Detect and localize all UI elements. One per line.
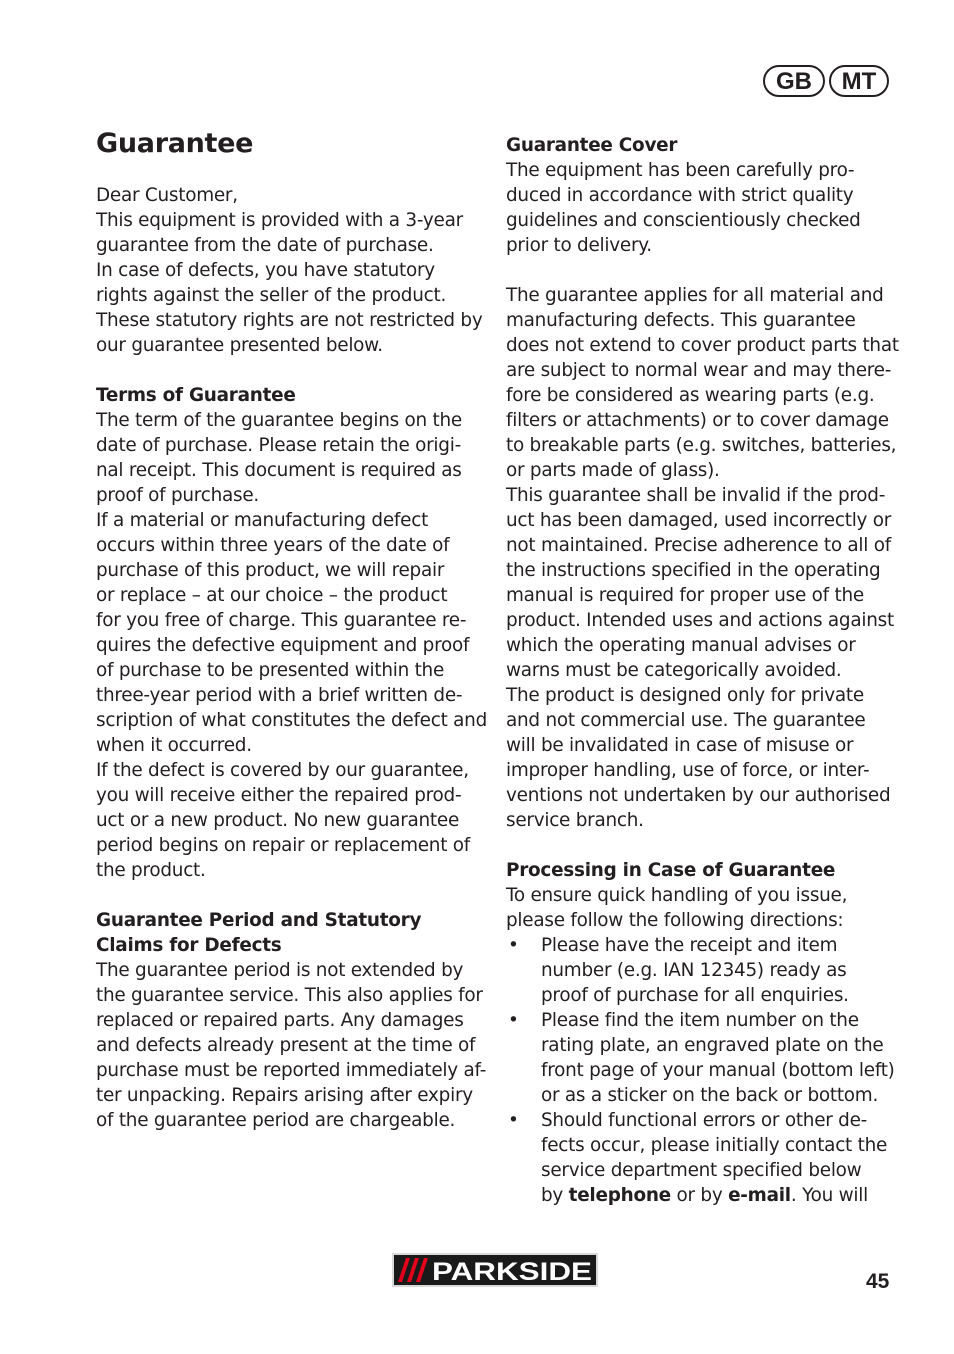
cover-paragraph-2 <box>506 283 899 833</box>
text-line: uct or a new product. No new guarantee <box>96 810 460 831</box>
text-line: or as a sticker on the back or bottom. <box>541 1085 879 1106</box>
text-line: our guarantee presented below. <box>96 335 383 356</box>
text-line: the guarantee service. This also applies for <box>96 985 483 1006</box>
text-line: to breakable parts (e.g. switches, batteries, <box>506 435 897 456</box>
text-line: and defects already present at the time of <box>96 1035 476 1056</box>
text-line: purchase must be reported immediately af- <box>96 1060 487 1081</box>
text-line: • Please have the receipt and item <box>541 935 838 956</box>
text-span: by <box>541 1185 569 1206</box>
text-line: period begins on repair or replacement of <box>96 835 470 856</box>
text-line: The term of the guarantee begins on the <box>96 410 462 431</box>
text-line: please follow the following directions: <box>506 910 844 931</box>
text-line: the instructions specified in the operating <box>506 560 881 581</box>
text-line: occurs within three years of the date of <box>96 535 450 556</box>
processing-heading: Processing in Case of Guarantee <box>506 860 836 881</box>
period-paragraph <box>96 958 487 1133</box>
text-line: service branch. <box>506 810 644 831</box>
text-line: for you free of charge. This guarantee re- <box>96 610 467 631</box>
text-line: prior to delivery. <box>506 235 652 256</box>
text-line: rights against the seller of the product. <box>96 285 447 306</box>
text-line: proof of purchase. <box>96 485 259 506</box>
text-line: The equipment has been carefully pro- <box>506 160 855 181</box>
text-line: which the operating manual advises or <box>506 635 856 656</box>
text-line: filters or attachments) or to cover damage <box>506 410 889 431</box>
text-line: and not commercial use. The guarantee <box>506 710 866 731</box>
text-line: when it occurred. <box>96 735 252 756</box>
text-line: This equipment is provided with a 3-year <box>96 210 463 231</box>
period-heading <box>96 908 476 958</box>
parkside-logo <box>392 1253 598 1287</box>
text-line: will be invalidated in case of misuse or <box>506 735 854 756</box>
text-line: If the defect is covered by our guarantee, <box>96 760 469 781</box>
text-line: does not extend to cover product parts that <box>506 335 899 356</box>
text-line: you will receive either the repaired prod- <box>96 785 462 806</box>
text-line: warns must be categorically avoided. <box>506 660 842 681</box>
text-line: product. Intended uses and actions against <box>506 610 894 631</box>
text-line: The product is designed only for private <box>506 685 864 706</box>
bullet-item-receipt <box>506 933 896 1008</box>
text-line: These statutory rights are not restricted by <box>96 310 483 331</box>
text-line: The guarantee period is not extended by <box>96 960 464 981</box>
email-emphasis: e-mail <box>728 1185 791 1206</box>
text-line: purchase of this product, we will repair <box>96 560 445 581</box>
text-line: improper handling, use of force, or inter- <box>506 760 870 781</box>
text-line: or replace – at our choice – the product <box>96 585 448 606</box>
text-line: ventions not undertaken by our authorised <box>506 785 891 806</box>
telephone-emphasis: telephone <box>568 1185 671 1206</box>
text-line: Dear Customer, <box>96 185 238 206</box>
text-line: or parts made of glass). <box>506 460 720 481</box>
text-line: fects occur, please initially contact the <box>541 1135 888 1156</box>
text-line: guidelines and conscientiously checked <box>506 210 861 231</box>
text-line: service department specified below <box>541 1160 862 1181</box>
terms-heading: Terms of Guarantee <box>96 385 296 406</box>
page-number: 45 <box>866 1270 890 1293</box>
bullet-item-contact <box>506 1108 896 1208</box>
text-line: the product. <box>96 860 206 881</box>
text-line: manufacturing defects. This guarantee <box>506 310 856 331</box>
text-span: or by <box>670 1185 729 1206</box>
text-line: three-year period with a brief written de- <box>96 685 463 706</box>
text-line: Claims for Defects <box>96 935 282 956</box>
text-line: • Please find the item number on the <box>541 1010 859 1031</box>
intro-paragraph <box>96 183 483 358</box>
text-span: . You will <box>790 1185 868 1206</box>
text-line: • Should functional errors or other de- <box>541 1110 868 1131</box>
text-line: The guarantee applies for all material and <box>506 285 884 306</box>
text-line: number (e.g. IAN 12345) ready as <box>541 960 847 981</box>
text-line: If a material or manufacturing defect <box>96 510 429 531</box>
text-line: manual is required for proper use of the <box>506 585 864 606</box>
text-line: are subject to normal wear and may there- <box>506 360 892 381</box>
text-line: Guarantee Period and Statutory <box>96 910 422 931</box>
text-line: of the guarantee period are chargeable. <box>96 1110 456 1131</box>
text-line: duced in accordance with strict quality <box>506 185 854 206</box>
left-column <box>96 183 488 1133</box>
bullet-item-contact-last-line <box>541 1183 896 1208</box>
bullet-item-contact-lines <box>541 1108 896 1183</box>
text-line: In case of defects, you have statutory <box>96 260 435 281</box>
text-line: This guarantee shall be invalid if the prod- <box>506 485 886 506</box>
text-line: date of purchase. Please retain the origi- <box>96 435 461 456</box>
cover-heading: Guarantee Cover <box>506 135 678 156</box>
text-line: rating plate, an engraved plate on the <box>541 1035 884 1056</box>
right-column <box>506 133 899 1208</box>
text-line: not maintained. Precise adherence to all of <box>506 535 891 556</box>
logo-text: PARKSIDE <box>432 1258 592 1286</box>
cover-paragraph-1 <box>506 158 896 258</box>
language-badge-gb: GB <box>763 65 825 97</box>
language-badge-mt: MT <box>829 65 889 97</box>
text-line: ter unpacking. Repairs arising after expiry <box>96 1085 473 1106</box>
terms-paragraph <box>96 408 488 883</box>
text-line: front page of your manual (bottom left) <box>541 1060 895 1081</box>
text-line: quires the defective equipment and proof <box>96 635 470 656</box>
text-line: proof of purchase for all enquiries. <box>541 985 849 1006</box>
text-line: uct has been damaged, used incorrectly or <box>506 510 892 531</box>
text-line: nal receipt. This document is required as <box>96 460 462 481</box>
text-line: scription of what constitutes the defect and <box>96 710 488 731</box>
text-line: To ensure quick handling of you issue, <box>506 885 848 906</box>
text-line: replaced or repaired parts. Any damages <box>96 1010 464 1031</box>
text-line: fore be considered as wearing parts (e.g. <box>506 385 875 406</box>
processing-paragraph <box>506 883 896 933</box>
bullet-item-item-number <box>506 1008 896 1108</box>
text-line: guarantee from the date of purchase. <box>96 235 434 256</box>
text-line: of purchase to be presented within the <box>96 660 445 681</box>
page-title: Guarantee <box>96 128 254 159</box>
